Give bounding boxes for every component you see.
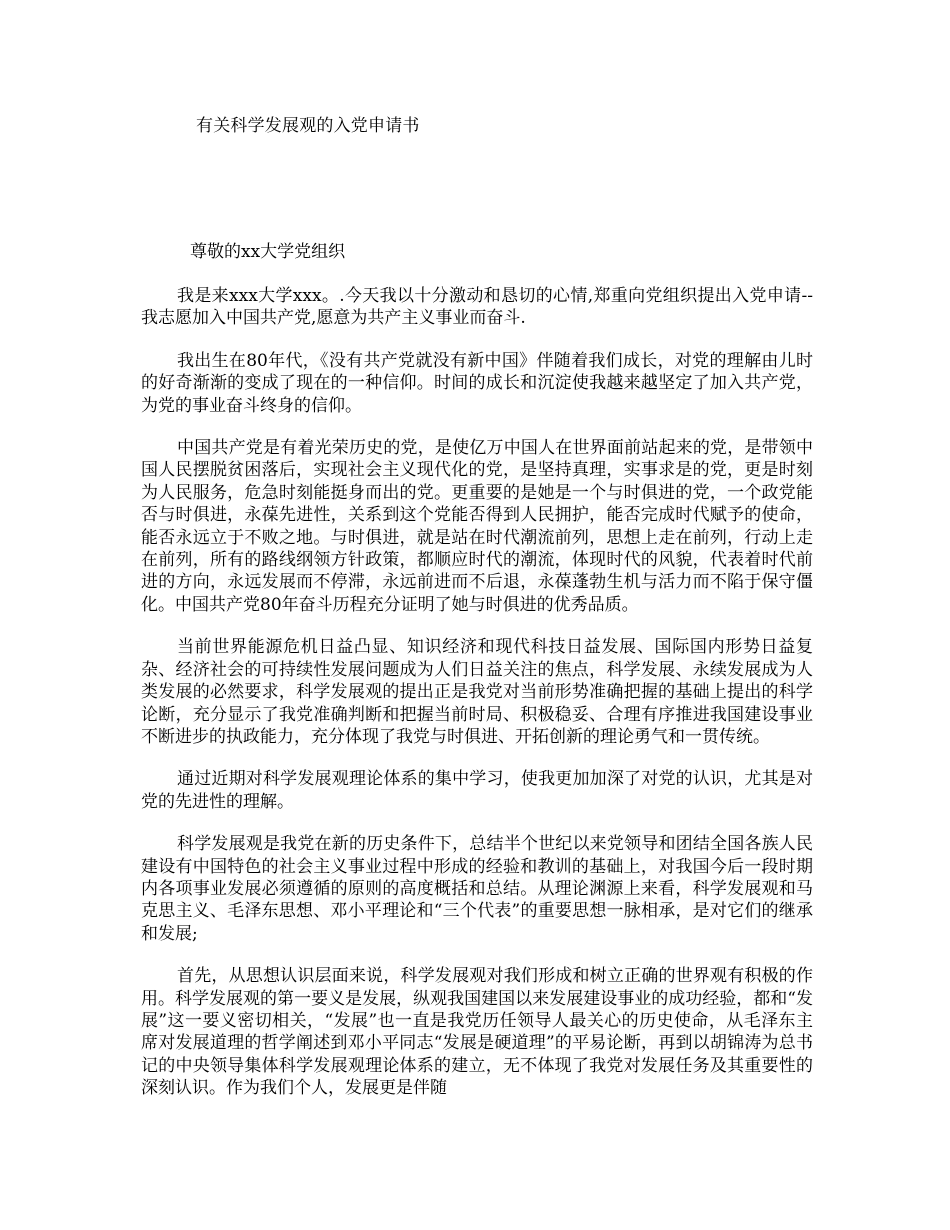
document-title: 有关科学发展观的入党申请书 (196, 116, 420, 136)
paragraph: 当前世界能源危机日益凸显、知识经济和现代科技日益发展、国际国内形势日益复杂、经济社会的可持续性发展问题成为人们日益关注的焦点，科学发展、永续发展成为人类发展的必然要求，科学发展观的提出正是我党对当前形势准确把握的基础上提出的科学论断，充分显示了我党准确判断和把握当前时局、积极稳妥、合理有序推进我国建设事业不断进步的执政能力，充分体现了我党与时俱进、开拓创新的理论勇气和一贯传统。 (141, 637, 813, 747)
salutation: 尊敬的xx大学党组织 (190, 242, 346, 262)
paragraph: 科学发展观是我党在新的历史条件下，总结半个世纪以来党领导和团结全国各族人民建设有中国特色的社会主义事业过程中形成的经验和教训的基础上，对我国今后一段时期内各项事业发展必须遵循的原则的高度概括和总结。从理论渊源上来看，科学发展观和马克思主义、毛泽东思想、邓小平理论和“三个代表”的重要思想一脉相承，是对它们的继承和发展; (141, 834, 813, 944)
document-body (141, 285, 813, 1120)
paragraph: 首先，从思想认识层面来说，科学发展观对我们形成和树立正确的世界观有积极的作用。科学发展观的第一要义是发展，纵观我国建国以来发展建设事业的成功经验，都和“发展”这一要义密切相关，“发展”也一直是我党历任领导人最关心的历史使命，从毛泽东主席对发展道理的哲学阐述到邓小平同志“发展是硬道理”的平易论断，再到以胡锦涛为总书记的中央领导集体科学发展观理论体系的建立，无不体现了我党对发展任务及其重要性的深刻认识。作为我们个人，发展更是伴随 (141, 966, 813, 1099)
paragraph: 我出生在80年代，《没有共产党就没有新中国》伴随着我们成长，对党的理解由儿时的好奇渐渐的变成了现在的一种信仰。时间的成长和沉淀使我越来越坚定了加入共产党，为党的事业奋斗终身的信仰。 (141, 350, 813, 416)
paragraph: 通过近期对科学发展观理论体系的集中学习，使我更加加深了对党的认识，尤其是对党的先进性的理解。 (141, 769, 813, 812)
paragraph: 中国共产党是有着光荣历史的党，是使亿万中国人在世界面前站起来的党，是带领中国人民摆脱贫困落后，实现社会主义现代化的党，是坚持真理，实事求是的党，更是时刻为人民服务，危急时刻能挺身而出的党。更重要的是她是一个与时俱进的党，一个政党能否与时俱进，永葆先进性，关系到这个党能否得到人民拥护，能否完成时代赋予的使命，能否永远立于不败之地。与时俱进，就是站在时代潮流前列，思想上走在前列，行动上走在前列，所有的路线纲领方针政策，都顺应时代的潮流，体现时代的风貌，代表着时代前进的方向，永远发展而不停滞，永远前进而不后退，永葆蓬勃生机与活力而不陷于保守僵化。中国共产党80年奋斗历程充分证明了她与时俱进的优秀品质。 (141, 438, 813, 615)
paragraph: 我是来xxx大学xxx。.今天我以十分激动和恳切的心情,郑重向党组织提出入党申请--我志愿加入中国共产党,愿意为共产主义事业而奋斗. (141, 286, 813, 329)
